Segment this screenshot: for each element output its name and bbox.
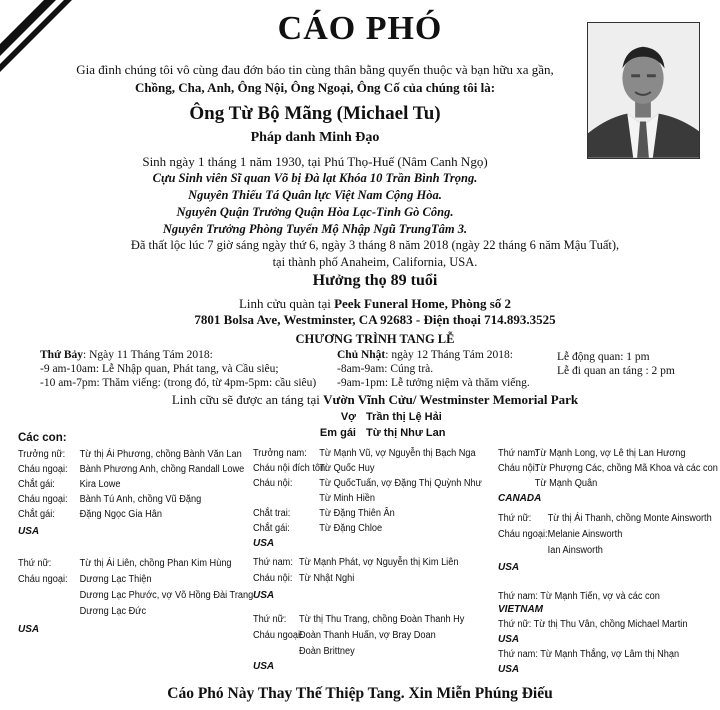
relative-names: Từ thị Ái Liên, chồng Phan Kim Hùng [79,558,232,569]
relative-names: Từ Mạnh Phát, vợ Nguyễn thị Kim Liên [299,557,459,568]
country-label: USA [498,664,520,675]
relative-names: Từ Minh Hiền [319,493,376,504]
right-item-1: Lễ động quan: 1 pm [557,351,650,363]
relative-names: Dương Lạc Đức [79,606,147,617]
sister-label: Em gái [319,427,356,439]
family-entry [498,478,597,489]
saturday-item-1: -9 am-10am: Lễ Nhập quan, Phát tang, và Cầu siêu; [40,363,279,375]
title-line-3: Nguyên Quận Trưởng Quận Hòa Lạc-Tỉnh Gò Công. [176,205,454,219]
family-entry [498,545,603,556]
relation-label: Chắt gái: [18,509,55,520]
burial-line [30,392,720,408]
wife-label: Vợ [340,411,356,423]
passed-line-1: Đã thất lộc lúc 7 giờ sáng ngày thứ 6, ngày 3 tháng 8 năm 2018 (ngày 22 tháng 6 năm Mậu Tuất), [130,238,620,252]
relative-names: Đoàn Brittney [299,646,355,657]
family-entry [18,449,242,460]
funeral-address: 7801 Bolsa Ave, Westminster, CA 92683 - Điện thoại 714.893.3525 [194,312,556,327]
country-label: USA [498,562,520,573]
age-line: Hưởng thọ 89 tuổi [312,272,438,289]
family-entry: Thứ nam: Từ Mạnh Tiến, vợ và các con [498,591,660,602]
country-label: USA [253,538,275,549]
relation-label: Chắt trai: [253,508,291,519]
wife-name: Trần thị Lệ Hải [366,411,442,423]
family-entry [253,478,482,489]
family-entry [498,448,686,459]
relation-label: Chắt gái: [18,479,55,490]
country-label: USA [18,624,40,635]
family-entry [18,464,244,475]
relation-label: Cháu ngoại: [253,630,303,641]
relation-label: Trưởng nam: [253,448,307,459]
funeral-home-prefix: Linh cửu quàn tại [238,296,335,311]
title-line-2: Nguyên Thiếu Tá Quân lực Việt Nam Cộng Hòa. [188,188,442,202]
relation-label: Cháu nội: [498,463,538,474]
family-entry [253,493,375,504]
right-item-2: Lễ đi quan an táng : 2 pm [557,365,675,377]
country-label: VIETNAM [498,604,543,615]
funeral-home-name: Peek Funeral Home, Phòng số 2 [334,296,512,311]
funeral-home-line [30,296,720,312]
intro-line-2: Chồng, Cha, Anh, Ông Nội, Ông Ngoại, Ông Cố của chúng tôi là: [134,80,496,95]
family-entry [18,479,121,490]
family-entry [18,590,253,601]
relation-label: Cháu nội: [253,478,293,489]
saturday-date: : Ngày 11 Tháng Tám 2018: [83,349,213,361]
family-entry [18,574,152,585]
saturday-header [40,349,213,361]
family-entry [498,513,712,524]
country-label: CANADA [498,493,542,504]
country-label: USA [18,526,40,537]
country-label: USA [498,634,520,645]
sister-name: Từ thị Như Lan [366,427,446,439]
family-entry [253,463,374,474]
relation-label: Chắt gái: [253,523,290,534]
relation-label: Cháu ngoại: [498,529,548,540]
relative-names: Đặng Ngọc Gia Hân [79,509,162,520]
sister-line [310,427,445,439]
family-entry [253,508,395,519]
relative-names: Từ QuốcTuấn, vợ Đặng Thị Quỳnh Như [319,478,482,489]
footer-note: Cáo Phó Này Thay Thế Thiệp Tang. Xin Miễn Phúng Điếu [167,685,553,702]
family-entry [253,646,355,657]
relation-label: Cháu nội đích tôn: [253,463,328,474]
relative-names: Từ thị Ái Phương, chồng Bành Văn Lan [79,449,242,460]
title-line-4: Nguyên Trưởng Phòng Tuyển Mộ Nhập Ngũ TrungTâm 3. [162,222,468,236]
dharma-name: Pháp danh Minh Đạo [250,130,380,145]
relative-names: Từ Nhật Nghi [299,573,355,584]
relative-names: Đoàn Thanh Huấn, vợ Bray Doan [299,630,436,641]
wife-line [310,411,442,423]
relative-names: Kira Lowe [79,479,121,490]
relative-names: Từ Đặng Chloe [319,523,383,534]
passed-line-2: tại thành phố Anaheim, California, USA. [272,255,478,269]
deceased-name: Ông Từ Bộ Mãng (Michael Tu) [189,103,441,124]
relative-names: Từ Phượng Các, chồng Mã Khoa và các con [534,463,718,474]
relation-label: Thứ nữ: [498,513,532,524]
relative-names: Ian Ainsworth [547,545,603,556]
family-entry: Thứ nam: Từ Mạnh Thắng, vợ Lâm thị Nhạn [498,649,680,660]
relative-names: Melanie Ainsworth [547,529,623,540]
relative-names: Từ Mạnh Vũ, vợ Nguyễn thị Bạch Nga [319,448,476,459]
relation-label: Cháu ngoại: [18,464,68,475]
relative-names: Bành Tú Anh, chồng Vũ Đặng [79,494,202,505]
relation-label: Thứ nam: [498,448,538,459]
relation-label: Thứ nữ: [18,558,52,569]
family-entry [18,509,162,520]
family-entry [18,606,146,617]
burial-prefix: Linh cữu sẽ được an táng tại [171,392,324,407]
family-entry [253,557,458,568]
sunday-label: Chủ Nhật [337,349,386,361]
burial-place: Vườn Vĩnh Cửu/ Westminster Memorial Park [323,392,579,407]
title-line-1: Cựu Sinh viên Sĩ quan Võ bị Đà lạt Khóa 10 Trần Bình Trọng. [152,171,478,185]
family-entry [253,614,464,625]
family-entry [498,529,622,540]
family-entry [253,573,354,584]
sunday-header [337,349,513,361]
family-entry [253,523,382,534]
sunday-item-1: -8am-9am: Cúng trà. [337,363,434,375]
page-title: CÁO PHÓ [277,10,443,47]
relative-names: Từ thị Ái Thanh, chồng Monte Ainsworth [547,513,712,524]
family-entry [18,558,232,569]
program-title: CHƯƠNG TRÌNH TANG LỄ [295,332,455,346]
relation-label: Cháu nội: [253,573,293,584]
relative-names: Bành Phương Anh, chồng Randall Lowe [79,464,245,475]
relative-names: Dương Lạc Phước, vợ Võ Hồng Đài Trang [79,590,254,601]
relative-names: Từ Đặng Thiên Ân [319,508,395,519]
relative-names: Từ Quốc Huy [319,463,375,474]
sunday-date: : ngày 12 Tháng Tám 2018: [385,349,513,361]
relation-label: Trưởng nữ: [18,449,66,460]
relation-label: Thứ nữ: [253,614,287,625]
country-label: USA [253,661,275,672]
family-entry: Thứ nữ: Từ thị Thu Vân, chồng Michael Martin [498,619,688,630]
family-entry [498,463,718,474]
born-line: Sinh ngày 1 tháng 1 năm 1930, tại Phú Thọ-Huế (Nâm Canh Ngọ) [142,154,488,169]
sunday-item-2: -9am-1pm: Lễ tưởng niệm và thăm viếng. [337,377,530,389]
relative-names: Từ Mạnh Quân [534,478,598,489]
relative-names: Dương Lạc Thiện [79,574,152,585]
saturday-item-2: -10 am-7pm: Thăm viếng: (trong đó, từ 4pm-5pm: cầu siêu) [40,377,317,389]
country-label: USA [253,590,275,601]
relative-names: Từ Mạnh Long, vợ Lê thị Lan Hương [534,448,686,459]
relative-names: Từ thị Thu Trang, chồng Đoàn Thanh Hy [299,614,465,625]
relation-label: Cháu ngoại: [18,494,68,505]
relation-label: Cháu ngoại: [18,574,68,585]
relation-label: Thứ nam: [253,557,293,568]
family-entry [253,448,476,459]
saturday-label: Thứ Bảy [40,349,84,361]
family-entry [18,494,201,505]
intro-line-1: Gia đình chúng tôi vô cùng đau đớn báo tin cùng thân bằng quyến thuộc và bạn hữu xa gần, [76,62,554,77]
family-entry [253,630,436,641]
children-label: Các con: [18,432,67,444]
